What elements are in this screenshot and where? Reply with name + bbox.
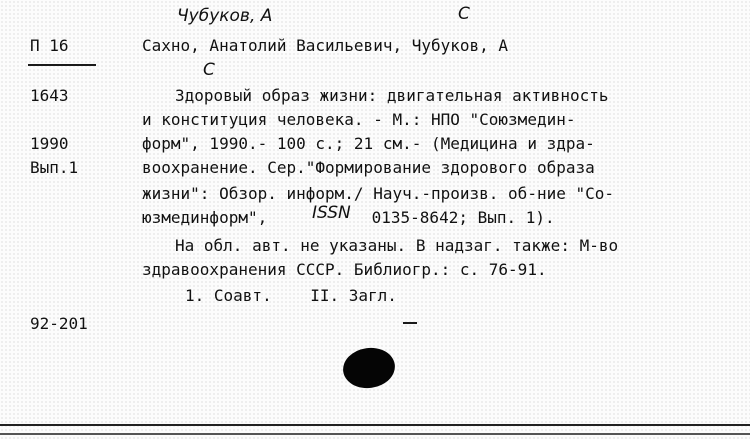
- punch-hole: [340, 345, 397, 392]
- description-line-2: и конституция человека. - М.: НПО "Союзмедин-: [142, 110, 576, 129]
- tracing: 1. Соавт. II. Загл.: [185, 286, 397, 305]
- year: 1990: [30, 134, 69, 153]
- note-line-2: здравоохранения СССР. Библиогр.: с. 76-91.: [142, 260, 547, 279]
- handwritten-c-below: С: [203, 60, 215, 80]
- handwritten-c-top: С: [458, 4, 470, 24]
- issn-and-series: 0135-8642; Вып. 1).: [362, 208, 555, 227]
- heading-underline: [28, 64, 96, 66]
- class-code: П 16: [30, 36, 69, 55]
- card-bottom-line: [0, 424, 750, 426]
- note-line-1: На обл. авт. не указаны. В надзаг. также: М-во: [175, 236, 619, 255]
- handwritten-issn: ISSN: [312, 203, 351, 223]
- description-line-5: жизни": Обзор. информ./ Науч.-произв. об-ние "Со-: [142, 184, 615, 203]
- issue: Вып.1: [30, 158, 79, 177]
- title-line-1: Здоровый образ жизни: двигательная активность: [175, 86, 609, 105]
- description-line-6: юзмединформ",: [142, 208, 268, 227]
- inventory-number: 92-201: [30, 314, 88, 333]
- card-number: 1643: [30, 86, 69, 105]
- description-line-3: форм", 1990.- 100 с.; 21 см.- (Медицина и здра-: [142, 134, 595, 153]
- description-line-4: воохранение. Сер."Формирование здорового образа: [142, 158, 595, 177]
- handwritten-author-note: Чубуков, А: [177, 6, 273, 26]
- record-heading: Сахно, Анатолий Васильевич, Чубуков, А: [142, 36, 509, 55]
- card-bottom-line-2: [0, 433, 750, 435]
- dash-mark: [403, 322, 417, 324]
